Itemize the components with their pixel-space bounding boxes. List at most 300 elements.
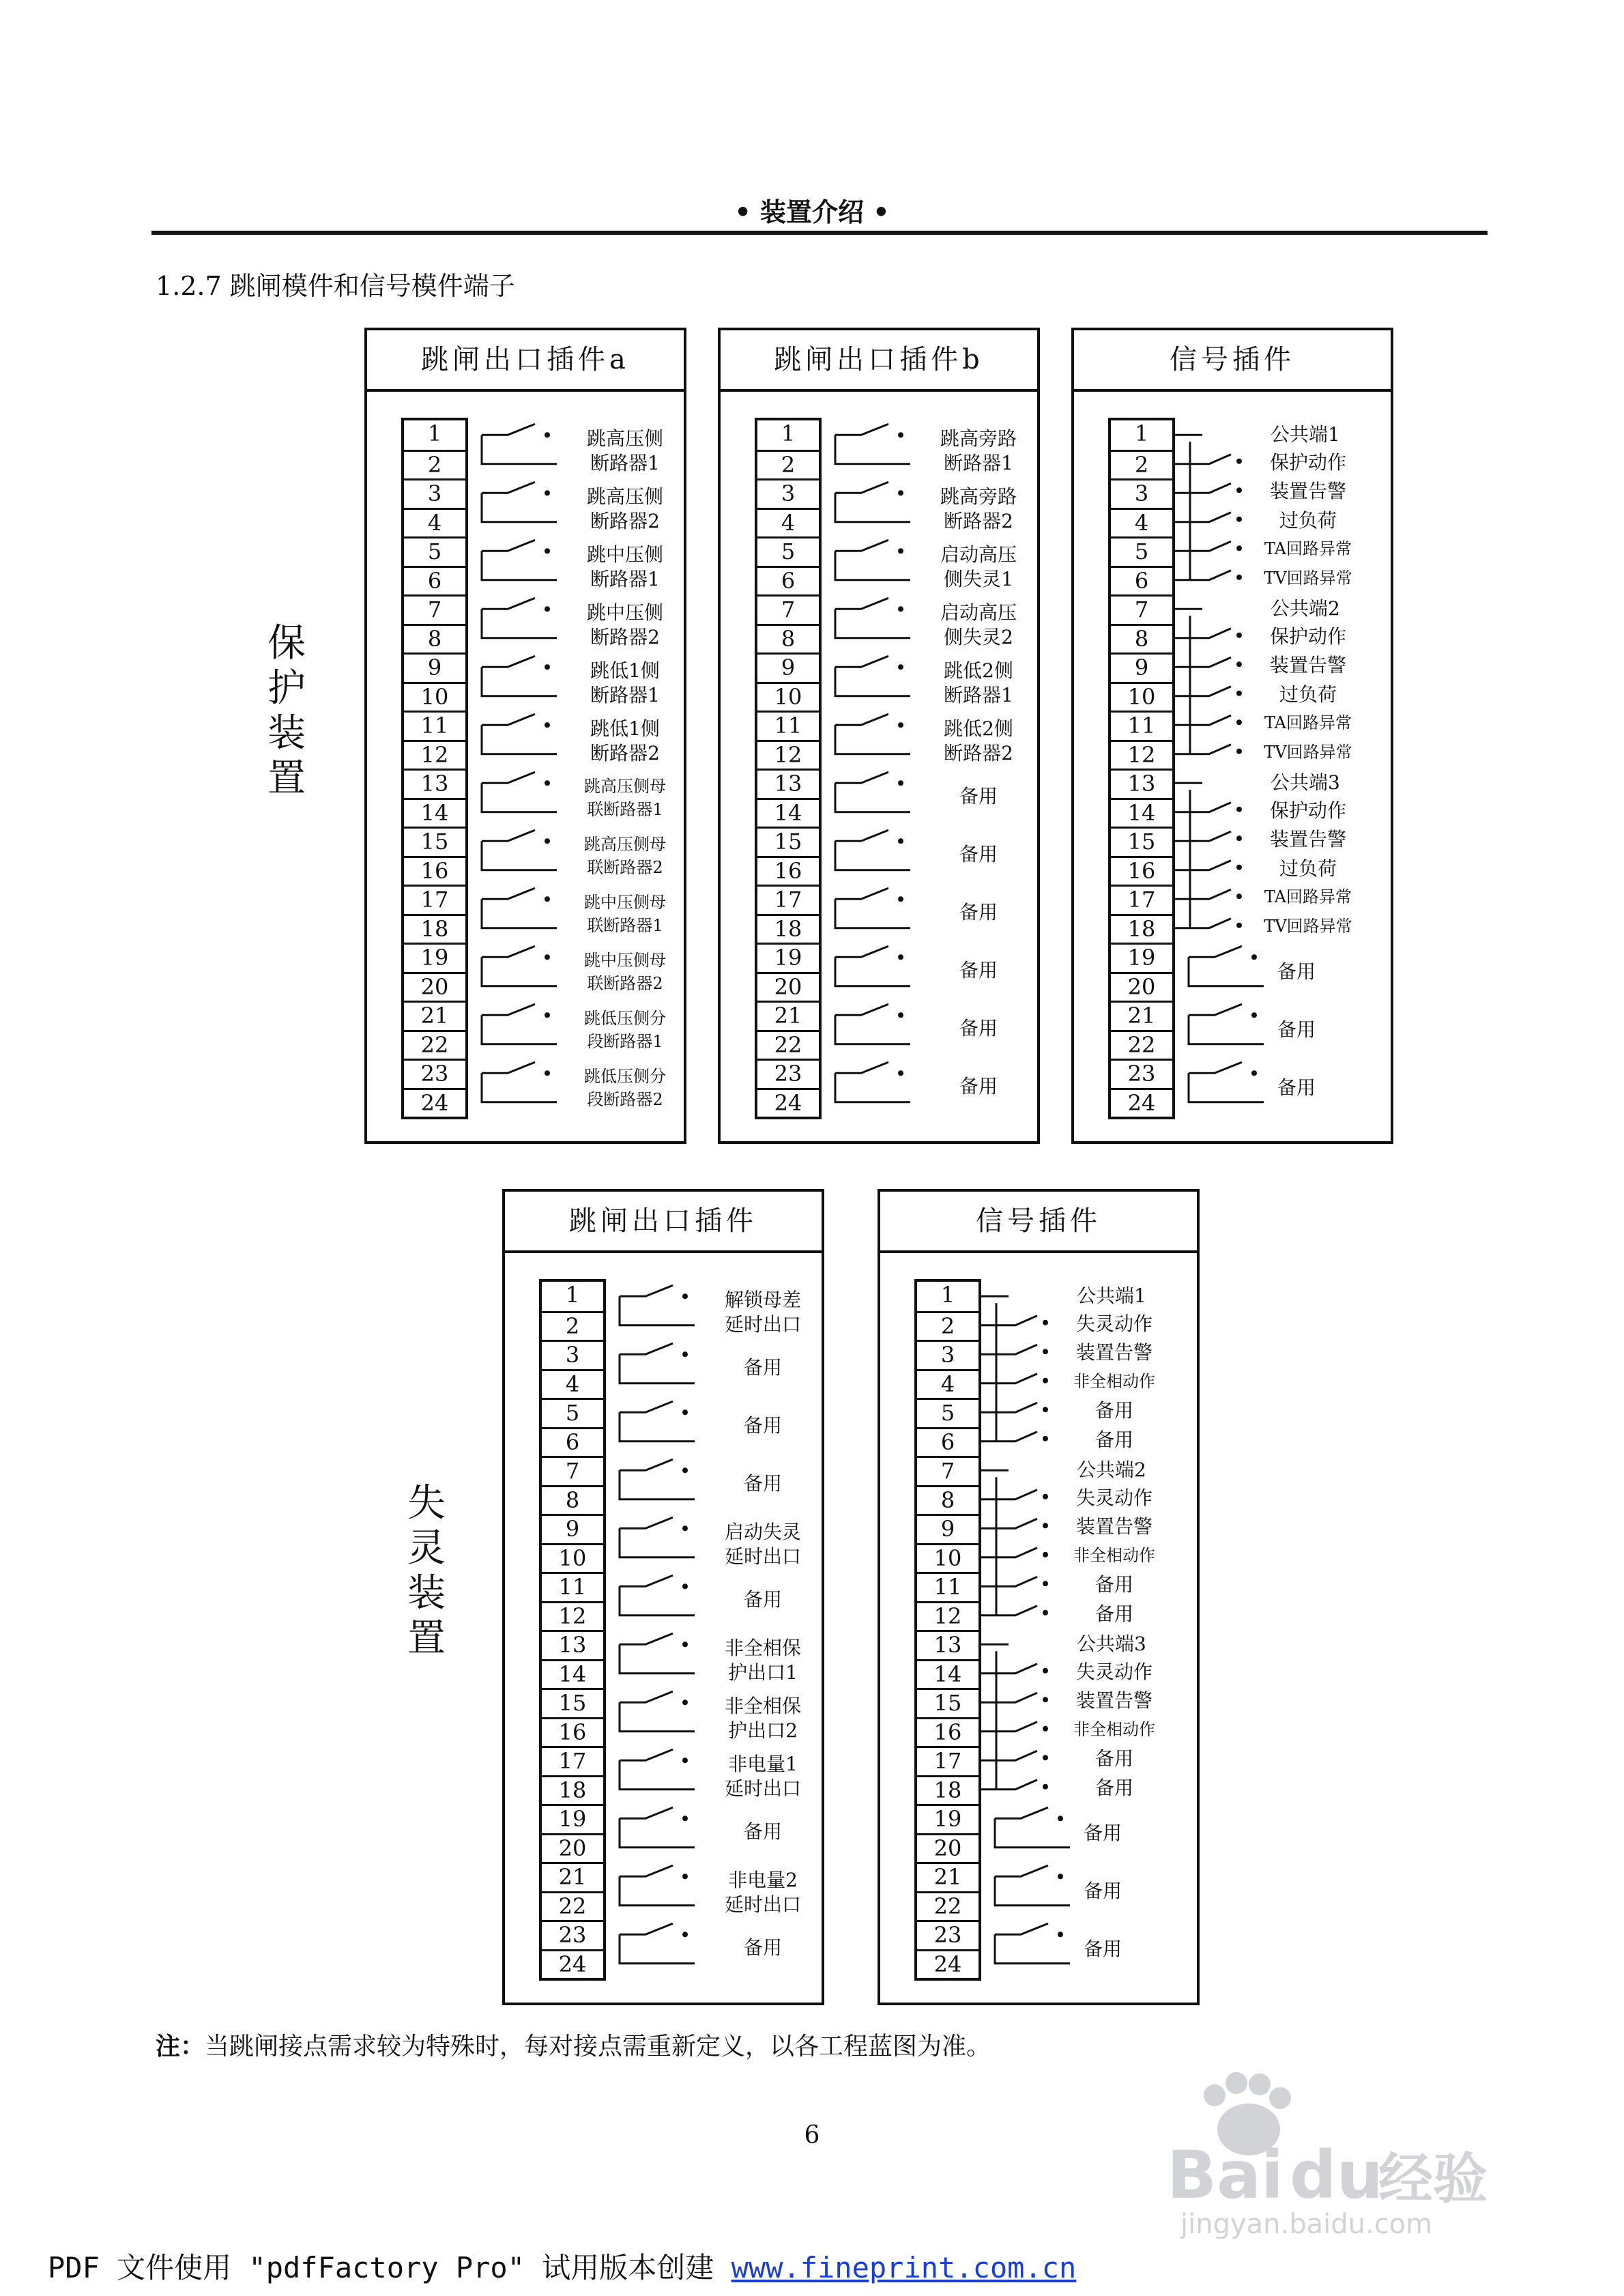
contact-label (701, 1868, 824, 1917)
terminal-cell: 14 (1111, 798, 1172, 827)
terminal-cell: 3 (404, 478, 465, 508)
terminal-cell: 24 (404, 1088, 465, 1117)
signal-label: 非全相动作 (1073, 1719, 1155, 1739)
contact-label (701, 1472, 824, 1496)
contact-label (564, 949, 686, 995)
contact-wire (482, 435, 557, 464)
contact-label-line: 跳高压侧 (586, 485, 663, 508)
signal-label: 装置告警 (1075, 1689, 1152, 1712)
group-label-char: 失 (407, 1481, 446, 1525)
switch-blade (981, 1780, 1037, 1790)
contact-dot (1058, 1932, 1063, 1937)
contact-dot (1236, 517, 1242, 522)
terminal-column (539, 1279, 606, 1981)
contact-label-line: 断路器1 (944, 684, 1013, 707)
header-rule (151, 231, 1488, 235)
terminal-cell: 7 (757, 594, 819, 624)
contact-label-line: 跳中压侧母 (584, 951, 666, 971)
contact-label (917, 1074, 1040, 1099)
terminal-panel (1071, 328, 1393, 1144)
contact-label (701, 1520, 824, 1569)
switch-blade (835, 888, 888, 899)
terminal-column (1108, 418, 1175, 1119)
contact-label-line: 联断路器2 (587, 974, 663, 994)
contact-label (701, 1355, 824, 1380)
contact-label (701, 1936, 824, 1960)
terminal-cell: 13 (542, 1630, 603, 1659)
switch-blade (835, 540, 888, 551)
switch-blade (482, 1062, 535, 1073)
contact-dot (1043, 1523, 1048, 1528)
spare-label: 备用 (1277, 960, 1316, 984)
terminal-cell: 10 (757, 682, 819, 711)
contact-wire (620, 1876, 695, 1906)
contact-label (917, 958, 1040, 983)
terminal-cell: 9 (757, 652, 819, 682)
contact-wire (482, 667, 557, 696)
contact-wire (482, 1073, 557, 1102)
terminal-cell: 24 (542, 1949, 603, 1979)
contact-label-line: 段断路器1 (587, 1032, 663, 1052)
note (156, 2027, 991, 2062)
contact-label-line: 备用 (743, 1820, 782, 1843)
terminal-cell: 5 (404, 536, 465, 566)
signal-label: 保护动作 (1269, 799, 1346, 822)
note-label: 注： (156, 2032, 205, 2061)
signal-label: 失灵动作 (1075, 1312, 1152, 1335)
terminal-cell: 20 (917, 1833, 978, 1863)
contact-wire (482, 1015, 557, 1044)
contact-label (564, 833, 686, 879)
contact-dot (898, 954, 903, 960)
contact-dot (1043, 1349, 1048, 1354)
switch-blade (1175, 745, 1231, 754)
switch-blade (1175, 715, 1231, 725)
terminal-cell: 7 (917, 1456, 978, 1485)
terminal-cell: 20 (404, 972, 465, 1001)
contact-dot (1236, 719, 1242, 725)
contact-dot (682, 1467, 688, 1473)
switch-blade (1175, 919, 1231, 928)
contact-wire (482, 957, 557, 986)
switch-blade (995, 1807, 1048, 1818)
pdf-footer (48, 2245, 1076, 2286)
contact-dot (898, 838, 903, 844)
contact-dot (1043, 1320, 1048, 1325)
terminal-cell: 5 (1111, 536, 1172, 566)
contact-dot (545, 1012, 550, 1018)
switch-blade (482, 772, 535, 783)
contact-wire (835, 609, 910, 638)
panel-title: 跳闸出口插件b (721, 330, 1037, 392)
signal-label: 装置告警 (1075, 1515, 1152, 1538)
switch-blade (620, 1459, 673, 1470)
contact-dot (682, 1293, 688, 1299)
contact-label-line: 断路器1 (590, 452, 660, 475)
switch-blade (835, 714, 888, 725)
terminal-cell: 22 (757, 1030, 819, 1059)
contact-label (917, 1016, 1040, 1041)
switch-blade (620, 1401, 673, 1412)
contact-wire (620, 1760, 695, 1790)
signal-label: 装置告警 (1075, 1341, 1152, 1364)
terminal-cell: 17 (917, 1746, 978, 1775)
terminal-cell: 15 (404, 827, 465, 856)
panel-title: 信号插件 (880, 1192, 1197, 1253)
page-number: 6 (804, 2121, 820, 2149)
contact-label (564, 775, 686, 821)
group-label-char: 保 (267, 621, 306, 665)
contact-label-line: 跳高压侧母 (584, 835, 666, 855)
signal-label: TA回路异常 (1264, 887, 1352, 907)
terminal-cell: 10 (917, 1543, 978, 1573)
contact-dot (1236, 691, 1242, 696)
switch-blade (835, 772, 888, 783)
contact-dot (898, 664, 903, 670)
signal-label: 保护动作 (1269, 625, 1346, 648)
terminal-cell: 3 (1111, 478, 1172, 508)
contact-label-line: 备用 (959, 785, 998, 808)
terminal-cell: 2 (404, 450, 465, 479)
switch-blade (981, 1664, 1037, 1674)
terminal-cell: 12 (404, 740, 465, 769)
terminal-cell: 7 (404, 594, 465, 624)
terminal-cell: 23 (542, 1920, 603, 1949)
contact-dot (898, 490, 903, 496)
contact-wire (620, 1296, 695, 1325)
contact-dot (1236, 661, 1242, 667)
contact-wire (835, 435, 910, 464)
contact-label-line: 跳中压侧母 (584, 893, 666, 913)
terminal-cell: 10 (404, 682, 465, 711)
contact-label-line: 延时出口 (724, 1777, 801, 1800)
terminal-panel (502, 1189, 824, 2005)
common-label: 公共端1 (1271, 423, 1340, 446)
terminal-cell: 15 (1111, 827, 1172, 856)
switch-blade (1175, 455, 1231, 464)
contact-dot (1043, 1378, 1048, 1383)
terminal-cell: 9 (1111, 652, 1172, 682)
contact-wire (835, 783, 910, 812)
terminal-cell: 15 (757, 827, 819, 856)
switch-blade (482, 424, 535, 435)
switch-blade (1175, 571, 1231, 580)
terminal-column (401, 418, 468, 1119)
contact-label-line: 联断路器1 (587, 916, 663, 936)
terminal-cell: 12 (917, 1601, 978, 1631)
switch-blade (482, 540, 535, 551)
switch-blade (482, 1004, 535, 1015)
contact-wire (835, 957, 910, 986)
terminal-cell: 21 (757, 1001, 819, 1030)
common-label: 公共端3 (1077, 1633, 1146, 1656)
terminal-cell: 6 (404, 566, 465, 595)
contact-label (564, 543, 686, 592)
switch-blade (981, 1316, 1037, 1325)
signal-label: 备用 (1094, 1428, 1133, 1451)
svg-text:du: du (1290, 2137, 1384, 2213)
contact-dot (545, 432, 550, 437)
terminal-cell: 8 (404, 624, 465, 653)
contact-dot (1043, 1581, 1048, 1586)
contact-wire (620, 1702, 695, 1732)
contact-dot (1236, 487, 1242, 493)
contact-dot (1043, 1610, 1048, 1616)
contact-dot (1043, 1552, 1048, 1558)
contact-label (701, 1636, 824, 1685)
panel-title: 信号插件 (1074, 330, 1391, 392)
contact-label-line: 延时出口 (724, 1545, 801, 1568)
terminal-cell: 16 (917, 1717, 978, 1747)
switch-blade (620, 1517, 673, 1528)
switch-blade (1175, 889, 1231, 899)
common-label: 公共端2 (1271, 597, 1340, 620)
contact-label-line: 跳低1侧 (590, 717, 660, 741)
signal-label: 过负荷 (1279, 857, 1337, 880)
terminal-cell: 9 (404, 652, 465, 682)
terminal-cell: 3 (757, 478, 819, 508)
terminal-column (755, 418, 822, 1119)
terminal-cell: 17 (404, 885, 465, 914)
contact-wire (620, 1412, 695, 1441)
signal-label: 装置告警 (1269, 828, 1346, 851)
switch-blade (981, 1548, 1037, 1558)
contact-dot (1236, 923, 1242, 928)
contact-label (564, 891, 686, 937)
contact-label-line: 跳低2侧 (944, 659, 1013, 683)
contact-label-line: 跳中压侧 (586, 601, 663, 625)
terminal-cell: 17 (542, 1746, 603, 1775)
terminal-cell: 15 (542, 1688, 603, 1717)
contact-dot (1236, 459, 1242, 464)
signal-label: 保护动作 (1269, 450, 1346, 474)
terminal-cell: 16 (757, 856, 819, 885)
contact-label-line: 段断路器2 (587, 1090, 663, 1110)
switch-blade (1175, 629, 1231, 638)
contact-label (917, 427, 1040, 476)
switch-blade (1175, 513, 1231, 522)
contact-dot (1251, 1012, 1257, 1018)
terminal-cell: 13 (404, 769, 465, 798)
contact-dot (898, 896, 903, 902)
contact-label-line: 延时出口 (724, 1893, 801, 1917)
switch-blade (981, 1490, 1037, 1499)
switch-blade (482, 830, 535, 841)
switch-blade (981, 1606, 1037, 1616)
group-label-breaker-failure (406, 1481, 447, 1661)
contact-dot (545, 838, 550, 844)
signal-label: 装置告警 (1269, 654, 1346, 677)
contact-label-line: 启动失灵 (724, 1521, 801, 1544)
signal-label: 备用 (1094, 1776, 1133, 1799)
switch-blade (981, 1722, 1037, 1732)
terminal-cell: 13 (757, 769, 819, 798)
terminal-cell: 5 (917, 1398, 978, 1427)
contact-wire (835, 1073, 910, 1102)
contact-label (564, 1065, 686, 1111)
terminal-cell: 12 (757, 740, 819, 769)
contact-label (917, 659, 1040, 708)
contact-dot (1251, 954, 1257, 960)
contact-dot (1043, 1668, 1048, 1674)
contact-dot (1058, 1874, 1063, 1879)
contact-label (701, 1752, 824, 1801)
terminal-cell: 14 (542, 1659, 603, 1689)
terminal-cell: 13 (917, 1630, 978, 1659)
switch-blade (482, 946, 535, 957)
contact-wire (482, 725, 557, 754)
switch-blade (620, 1575, 673, 1586)
switch-blade (1175, 803, 1231, 812)
contact-label (917, 784, 1040, 809)
contact-label-line: 护出口2 (728, 1719, 798, 1742)
contact-wire (482, 783, 557, 812)
terminal-cell: 9 (542, 1514, 603, 1543)
terminal-cell: 24 (1111, 1088, 1172, 1117)
contact-label (564, 485, 686, 534)
contact-label-line: 跳低压侧分 (584, 1067, 666, 1087)
contact-label-line: 备用 (959, 1017, 998, 1040)
terminal-cell: 2 (1111, 450, 1172, 479)
switch-blade (620, 1633, 673, 1644)
switch-blade (981, 1345, 1037, 1354)
contact-dot (898, 722, 903, 728)
contact-wire (482, 841, 557, 870)
contact-dot (1236, 749, 1242, 754)
contact-label-line: 备用 (959, 843, 998, 866)
terminal-cell: 12 (542, 1601, 603, 1631)
terminal-cell: 11 (757, 711, 819, 740)
terminal-cell: 19 (542, 1804, 603, 1833)
terminal-cell: 16 (404, 856, 465, 885)
contact-wire (482, 609, 557, 638)
contact-label-line: 启动高压 (940, 601, 1017, 625)
terminal-cell: 2 (757, 450, 819, 479)
switch-blade (482, 482, 535, 493)
contact-dot (1043, 1494, 1048, 1499)
contact-label (564, 659, 686, 708)
baidu-watermark-logo (1160, 2068, 1542, 2239)
switch-blade (1189, 1004, 1242, 1015)
contact-label-line: 断路器2 (590, 510, 660, 533)
contact-label-line: 延时出口 (724, 1313, 801, 1336)
contact-wire (1189, 1073, 1264, 1102)
terminal-cell: 17 (1111, 885, 1172, 914)
contact-label (564, 717, 686, 766)
signal-label: TA回路异常 (1264, 713, 1352, 733)
group-label-char: 置 (407, 1616, 446, 1661)
terminal-cell: 24 (757, 1088, 819, 1117)
terminal-cell: 6 (542, 1427, 603, 1456)
spare-label: 备用 (1084, 1938, 1122, 1961)
contact-label-line: 非电量2 (728, 1869, 798, 1892)
terminal-cell: 21 (404, 1001, 465, 1030)
contact-label-line: 备用 (743, 1588, 782, 1611)
terminal-cell: 11 (917, 1572, 978, 1601)
contact-dot (898, 548, 903, 554)
contact-dot (898, 1070, 903, 1076)
group-label-protection (266, 621, 307, 801)
switch-blade (981, 1432, 1037, 1441)
terminal-cell: 3 (542, 1340, 603, 1369)
contact-dot (898, 606, 903, 612)
contact-label-line: 断路器1 (944, 452, 1013, 475)
signal-label: 非全相动作 (1073, 1545, 1155, 1565)
footer-link[interactable]: www.fineprint.com.cn (731, 2251, 1077, 2284)
contact-wire (835, 493, 910, 522)
signal-label: TV回路异常 (1264, 742, 1352, 762)
contact-label (701, 1694, 824, 1743)
contact-label-line: 备用 (743, 1356, 782, 1379)
terminal-cell: 5 (542, 1398, 603, 1427)
signal-label: 备用 (1094, 1602, 1133, 1625)
contact-wire (995, 1818, 1070, 1848)
contact-wire (620, 1586, 695, 1616)
terminal-cell: 23 (404, 1059, 465, 1088)
switch-blade (1189, 1062, 1242, 1073)
group-label-char: 置 (267, 756, 306, 801)
terminal-cell: 1 (781, 420, 796, 446)
signal-label: TV回路异常 (1264, 568, 1352, 588)
contact-dot (1236, 893, 1242, 899)
contact-label-line: 备用 (959, 1075, 998, 1098)
terminal-cell: 18 (757, 914, 819, 943)
contact-wire (482, 551, 557, 580)
contact-dot (545, 490, 550, 496)
contact-label-line: 备用 (743, 1414, 782, 1437)
contact-label-line: 解锁母差 (724, 1289, 801, 1312)
terminal-panel (718, 328, 1040, 1144)
terminal-cell: 19 (404, 943, 465, 972)
contact-dot (1236, 865, 1242, 870)
signal-label: 过负荷 (1279, 508, 1337, 532)
contact-label-line: 断路器2 (590, 742, 660, 765)
contact-label-line: 非全相保 (724, 1695, 801, 1718)
contact-wire (835, 841, 910, 870)
spare-label: 备用 (1277, 1018, 1316, 1042)
terminal-cell: 17 (757, 885, 819, 914)
terminal-cell: 4 (1111, 508, 1172, 537)
switch-blade (482, 888, 535, 899)
switch-blade (981, 1693, 1037, 1702)
group-label-char: 护 (267, 666, 306, 711)
switch-blade (1175, 483, 1231, 493)
contact-label-line: 跳高压侧 (586, 427, 663, 450)
contact-dot (1043, 1407, 1048, 1412)
switch-blade (620, 1749, 673, 1760)
switch-blade (995, 1865, 1048, 1876)
contact-label (917, 601, 1040, 650)
terminal-cell: 7 (1111, 594, 1172, 624)
panel-title: 跳闸出口插件 (505, 1192, 822, 1253)
contact-label-line: 跳高旁路 (940, 485, 1017, 508)
switch-blade (835, 598, 888, 609)
contact-label-line: 备用 (743, 1472, 782, 1495)
contact-dot (682, 1874, 688, 1879)
terminal-cell: 19 (917, 1804, 978, 1833)
contact-dot (1236, 633, 1242, 638)
contact-wire (835, 1015, 910, 1044)
terminal-cell: 8 (917, 1485, 978, 1515)
common-label: 公共端1 (1077, 1285, 1146, 1308)
contact-label-line: 跳低2侧 (944, 717, 1013, 741)
contact-dot (545, 954, 550, 960)
terminal-cell: 14 (917, 1659, 978, 1689)
contact-label (917, 543, 1040, 592)
switch-blade (620, 1807, 673, 1818)
contact-dot (1043, 1726, 1048, 1732)
contact-wire (995, 1934, 1070, 1964)
